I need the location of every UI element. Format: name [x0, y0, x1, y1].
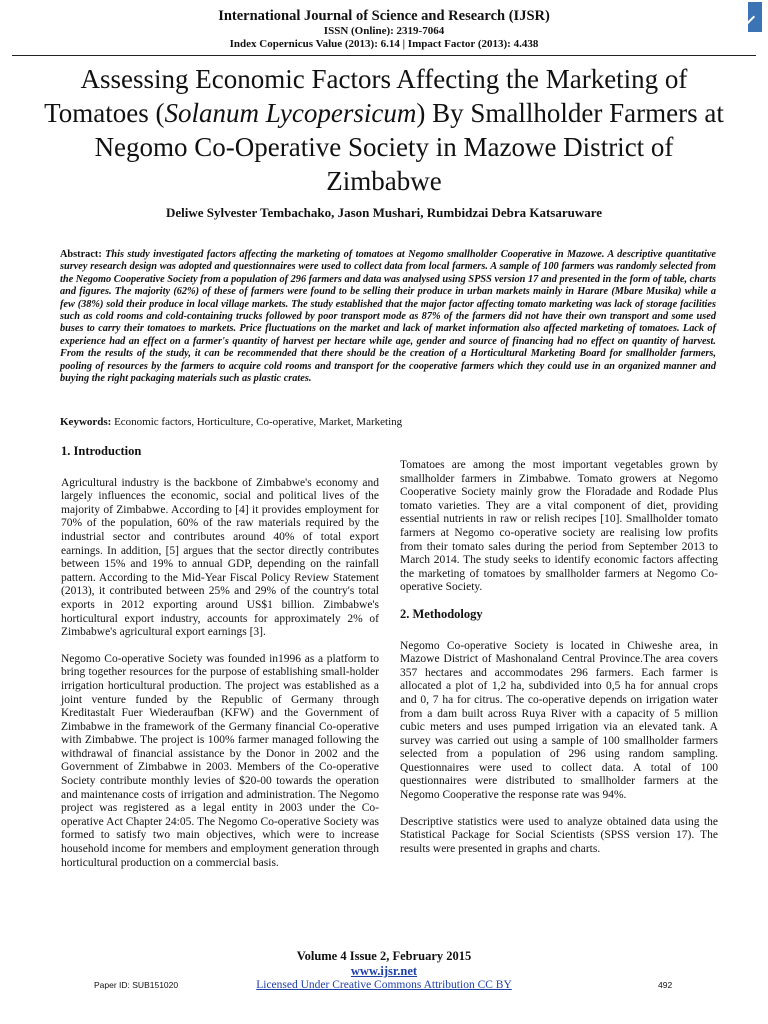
abstract-label: Abstract:	[60, 249, 102, 260]
paper-title	[40, 62, 728, 198]
footer-volume: Volume 4 Issue 2, February 2015	[296, 949, 472, 963]
title-part-1: Assessing Economic Factors Affecting the Marketing of Tomatoes (	[44, 64, 688, 128]
journal-index-line: Index Copernicus Value (2013): 6.14 | Impact Factor (2013): 4.438	[229, 38, 539, 50]
keywords	[60, 416, 716, 428]
footer-license-link[interactable]: Licensed Under Creative Commons Attribution CC BY	[256, 979, 512, 991]
keywords-text: Economic factors, Horticulture, Co-operative, Market, Marketing	[114, 416, 403, 428]
introduction-paragraph-3: Tomatoes are among the most important vegetables grown by smallholder farmers in Zimbabwe. Tomato growers at Negomo Cooperative Society mainly grow the Floradade and Rodade Plus tomato varieties. They are a vital component of diet, providing essential nutrients in raw or relish recipes [10]. Smallholder tomato farmers at Negomo co-operative society are realising low profits from their tomato sales during the period from September 2013 to March 2014. The study seeks to identify economic factors affecting the marketing of tomatoes by smallholder farmers at Negomo Co-operative Society.	[400, 459, 718, 594]
header-divider	[12, 55, 756, 56]
chevron-down-icon	[741, 10, 755, 24]
journal-issn: ISSN (Online): 2319-7064	[323, 25, 445, 37]
section-heading-methodology: 2. Methodology	[400, 606, 483, 621]
keywords-label: Keywords:	[60, 416, 112, 428]
abstract	[60, 249, 716, 385]
left-column	[61, 445, 379, 883]
right-column	[400, 459, 718, 869]
footer-page-number: 492	[658, 980, 673, 990]
introduction-paragraph-2: Negomo Co-operative Society was founded in1996 as a platform to bring together resources for the purpose of establishing small-holder irrigation horticultural production. The project was established as a joint venture funded by the Republic of Germany through Kreditastalt Fuer Wiederaufban (KFW) and the Government of Zimbabwe in the framework of the Germany financial Co-operative with Zimbabwe. The project is 100% farmer managed following the withdrawal of financial assistance by the Donor in 2002 and the Government of Zimbabwe in 2003. Members of the Co-operative Society contribute monthly levies of $20-00 towards the operation and maintenance costs of irrigation and administration. The Negomo project was registered as a legal entity in 2003 under the Co-operative Act Chapter 24:05. The Negomo Co-operative Society was formed to satisfy two main objectives, which were to increase household income for members and employment generation through horticultural production on a commercial basis.	[61, 652, 379, 869]
footer-website-link[interactable]: www.ijsr.net	[350, 964, 418, 978]
scroll-corner-button[interactable]	[748, 2, 762, 32]
journal-name: International Journal of Science and Research (IJSR)	[218, 8, 550, 24]
footer-paper-id: Paper ID: SUB151020	[94, 980, 179, 990]
section-heading-introduction: 1. Introduction	[61, 444, 142, 458]
journal-header	[40, 8, 728, 51]
methodology-paragraph-1: Negomo Co-operative Society is located in Chiweshe area, in Mazowe District of Mashonaland Central Province.The area covers 357 hectares and accommodates 296 farmers. Each farmer is allocated a plot of 1,2 ha, subdivided into 0,5 ha for annual crops and 0, 7 ha for citrus. The co-operative depends on irrigation water from a dam built across Ruya River with a capacity of 5 million cubic meters and uses pumped irrigation via an elevated tank. A survey was carried out using a sample of 100 smallholder farmers selected from a population of 296 using random sampling. Questionnaires were used to collect data. A total of 100 questionnaires were distributed to smallholder farmers at the Negomo Cooperative the response rate was 94%.	[400, 639, 718, 802]
methodology-paragraph-2: Descriptive statistics were used to analyze obtained data using the Statistical Package for Social Scientists (SPSS version 17). The results were presented in graphs and charts.	[400, 815, 718, 855]
abstract-text: This study investigated factors affecting the marketing of tomatoes at Negomo smallholder Cooperative in Mazowe. A descriptive quantitative survey research design was adopted and questionnaires were used to collect data from local farmers. A sample of 100 farmers was randomly selected from the Negomo Cooperative Society from a population of 296 farmers and data was analysed using SPSS version 17 and presented in the form of table, charts and figures. The majority (62%) of these of farmers were found to be selling their produce in urban markets mainly in Harare (Mbare Musika) while a few (38%) sold their produce in local village markets. The study established that the major factor affecting tomato marketing was lack of storage facilities such as cold rooms and cold-containing trucks followed by poor transport mode as 87% of the farmers did not have their own transport and some used buses to carry their tomatoes to markets. Price fluctuations on the market and lack of market information also affected marketing of tomatoes. Lack of experience had an effect on a farmer's quantity of harvest per hectare while age, gender and source of financing had no effect on quantity of harvest. From the results of the study, it can be recommended that there should be the creation of a Horticultural Marketing Board for smallholder farmers, pooling of resources by the farmers to acquire cold rooms and transport for the cooperative farmers which they could use in an organized manner and buying the right packaging materials such as plastic crates.	[60, 249, 716, 385]
title-part-2: ) By Smallholder Farmers at Negomo Co-Operative Society in Mazowe District of Zimbabwe	[94, 98, 724, 196]
introduction-paragraph-1: Agricultural industry is the backbone of Zimbabwe's economy and largely influences the economic, social and political lives of the majority of Zimbabwe. According to [4] it provides employment for 70% of the population, 60% of the raw materials required by the industrial sector and contributes around 40% of total export earnings. In addition, [5] argues that the sector directly contributes between 15% and 19% to annual GDP, depending on the rainfall pattern. According to the Mid-Year Fiscal Policy Review Statement (2013), it contributed between 25% and 29% of the country's total exports in 2012 exporting around US$1 billion. Zimbabwe's horticultural export industry, accounts for approximately 2% of Zimbabwe's agricultural export earnings [3].	[61, 476, 379, 639]
title-italic: Solanum Lycopersicum	[164, 98, 417, 128]
paper-authors: Deliwe Sylvester Tembachako, Jason Mushari, Rumbidzai Debra Katsaruware	[165, 205, 603, 220]
